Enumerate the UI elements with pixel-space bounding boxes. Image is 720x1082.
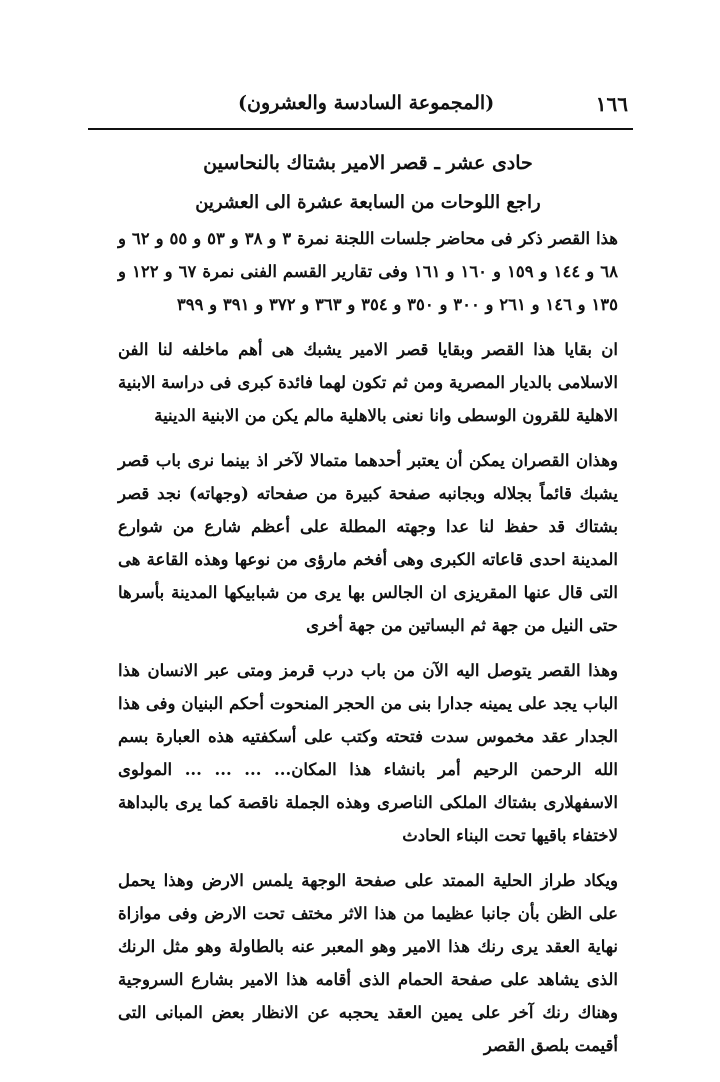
paragraph-entrance-inscription: وهذا القصر يتوصل اليه الآن من باب درب قرمز ومتى عبر الانسان هذا الباب يجد على يمينه جدارا بنى من الحجر المنحوت أحكم البنيان وفى هذا الجدار عقد مخموس سدت فتحته وكتب على أسكفتيه هذه العبارة بسم الله الرحمن الرحيم أمر بانشاء هذا المكان... ... ... ... المولوى الاسفهلارى بشتاك الملكى الناصرى وهذه الجملة ناقصة كما يرى بالبداهة لاختفاء باقيها تحت البناء الحادث bbox=[118, 661, 618, 845]
running-title: (المجموعة السادسة والعشرون) bbox=[238, 92, 495, 114]
paragraph-two-palaces: وهذان القصران يمكن أن يعتبر أحدهما متمالا لآخر اذ بينما نرى باب قصر يشبك قائماً بجلاله وبجانبه صفحة كبيرة من صفحاته (وجهاته) نجد قصر بشتاك قد حفظ لنا عدا وجهته المطلة على أعظم شارع من شوارع المدينة احدى قاعاته الكبرى وهى أفخم مارؤى من نوعها وهذه القاعة هى التى قال عنها المقريزى ان الجالس بها يرى من شبابيكها المدينة بأسرها حتى النيل من جهة ثم البساتين من جهة أخرى bbox=[118, 451, 618, 635]
page-header bbox=[88, 92, 636, 122]
paragraph-committee-references: هذا القصر ذكر فى محاضر جلسات اللجنة نمرة ٣ و ٣٨ و ٥٣ و ٥٥ و ٦٢ و ٦٨ و ١٤٤ و ١٥٩ و ١٦٠ و ١٦١ وفى تقارير القسم الفنى نمرة ٦٧ و ١٢٢ و ١٣٥ و ١٤٦ و ٢٦١ و ٣٠٠ و ٣٥٠ و ٣٥٤ و ٣٦٣ و ٣٧٢ و ٣٩١ و ٣٩٩ bbox=[118, 229, 618, 314]
page-content bbox=[118, 140, 618, 1074]
paragraph-facade-blazon: ويكاد طراز الحلية الممتد على صفحة الوجهة يلمس الارض وهذا يحمل على الظن بأن جانبا عظيما من هذا الاثر مختف تحت الارض وفى موازاة نهاية العقد يرى رنك هذا الامير وهو المعبر عنه بالطاولة وهو مثل الرنك الذى يشاهد على صفحة الحمام الذى أقامه هذا الامير بشارع السروجية وهناك رنك آخر على يمين العقد يحجبه عن الانظار بعض المبانى التى أقيمت بلصق القصر bbox=[118, 871, 618, 1055]
page-number: ١٦٦ bbox=[595, 92, 628, 116]
paragraph-importance: ان بقايا هذا القصر وبقايا قصر الامير يشبك هى أهم ماخلفه لنا الفن الاسلامى بالديار المصرية ومن ثم تكون لهما فائدة كبرى فى دراسة الابنية الاهلية للقرون الوسطى وانا نعنى بالاهلية مالم يكن من الابنية الدينية bbox=[118, 340, 618, 425]
header-rule bbox=[88, 128, 633, 130]
section-heading: حادى عشر ـ قصر الامير بشتاك بالنحاسين bbox=[203, 152, 533, 174]
section-subheading: راجع اللوحات من السابعة عشرة الى العشرين bbox=[195, 192, 541, 213]
